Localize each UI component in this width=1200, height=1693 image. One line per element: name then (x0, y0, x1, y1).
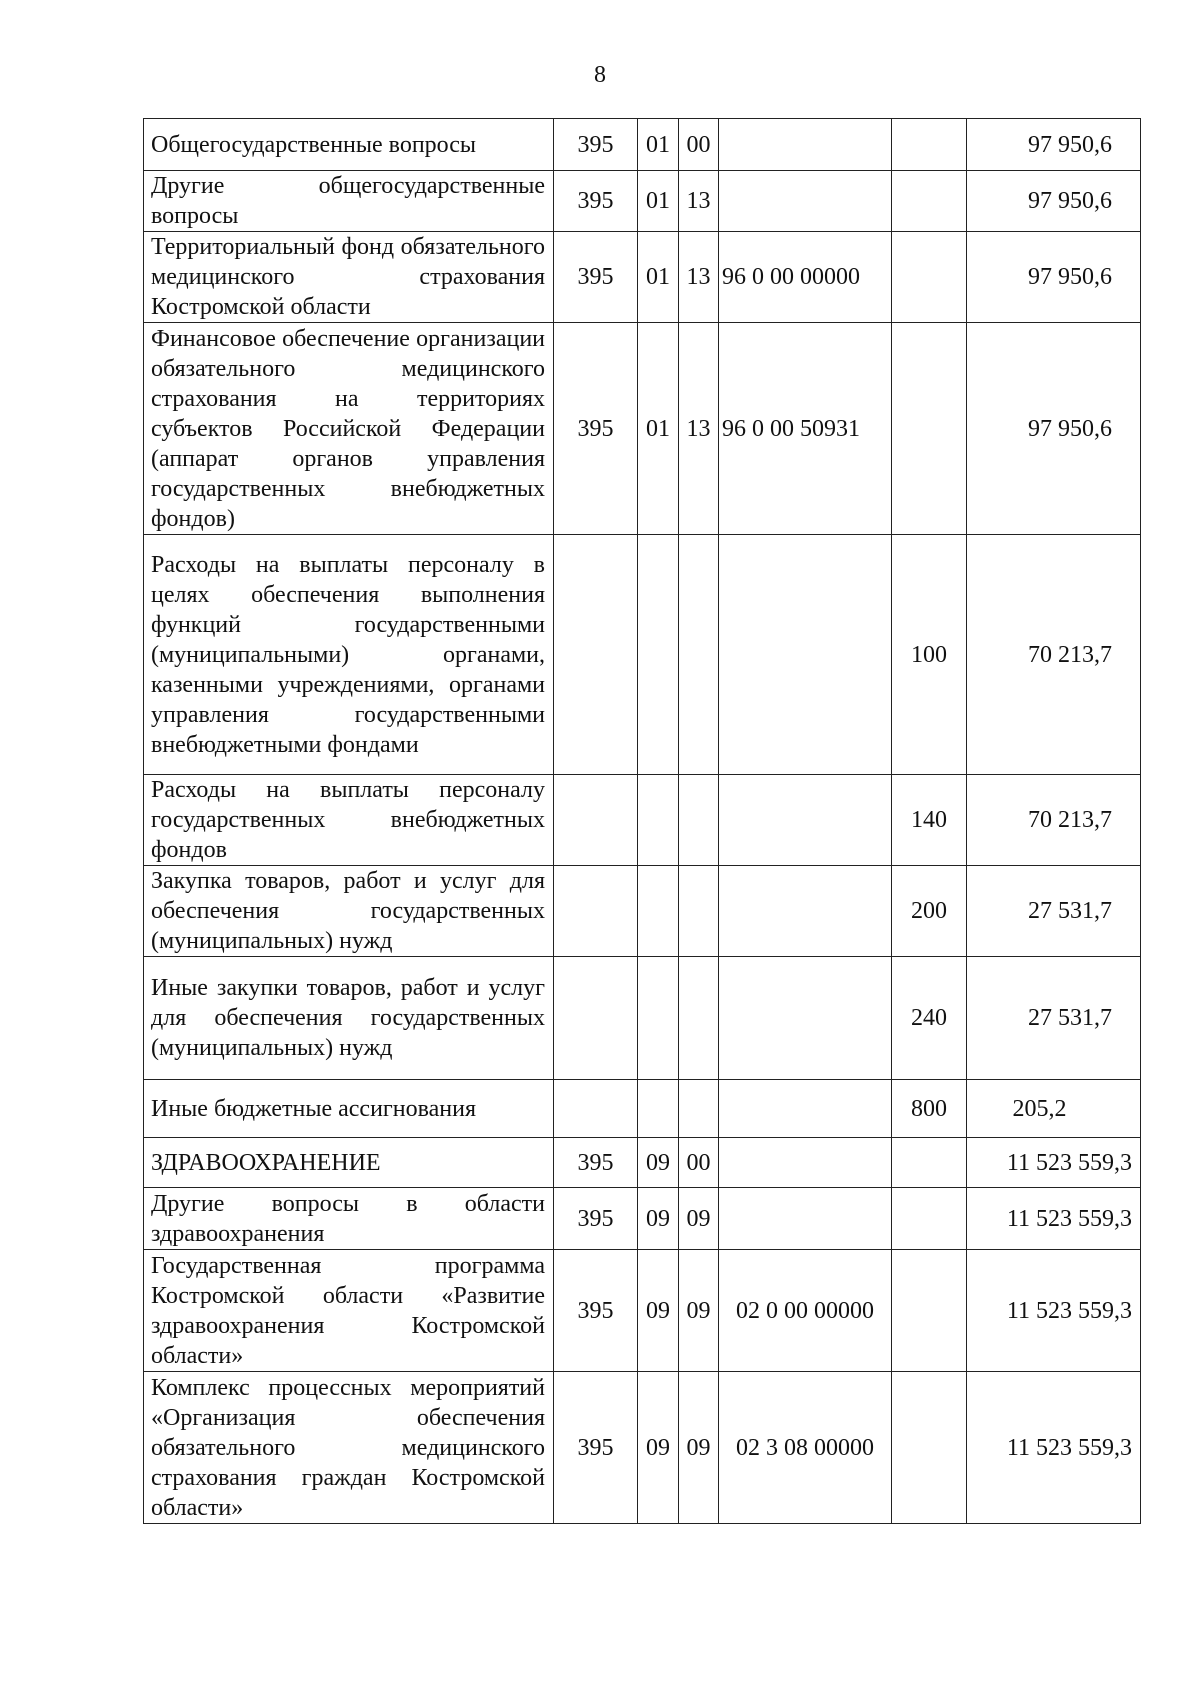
amount-cell: 11 523 559,3 (967, 1138, 1141, 1188)
row-name: Закупка товаров, работ и услуг для обеспечения государственных (муниципальных) нужд (144, 866, 554, 957)
amount-cell: 97 950,6 (967, 323, 1141, 535)
ved-code: 395 (554, 1138, 638, 1188)
pr-code (679, 775, 719, 866)
row-name: ЗДРАВООХРАНЕНИЕ (144, 1138, 554, 1188)
row-name: Финансовое обеспечение организации обязательного медицинского страхования на территориях субъектов Российской Федерации (аппарат органов управления государственных внебюджетных фондов) (144, 323, 554, 535)
vr-code: 140 (892, 775, 967, 866)
row-name: Общегосударственные вопросы (144, 119, 554, 171)
table-row (144, 1138, 1141, 1188)
vr-code: 200 (892, 866, 967, 957)
pr-code: 00 (679, 1138, 719, 1188)
amount-cell: 27 531,7 (967, 957, 1141, 1080)
page-number: 8 (594, 62, 606, 88)
csr-code: 02 3 08 00000 (719, 1372, 892, 1524)
ved-code: 395 (554, 1188, 638, 1250)
pr-code (679, 866, 719, 957)
amount-cell: 27 531,7 (967, 866, 1141, 957)
vr-code (892, 119, 967, 171)
vr-code (892, 323, 967, 535)
rz-code: 01 (638, 323, 679, 535)
ved-code: 395 (554, 171, 638, 232)
ved-code: 395 (554, 323, 638, 535)
rz-code (638, 535, 679, 775)
amount-cell: 11 523 559,3 (967, 1250, 1141, 1372)
budget-table (143, 118, 1141, 1524)
vr-code (892, 1372, 967, 1524)
pr-code (679, 957, 719, 1080)
csr-code (719, 775, 892, 866)
pr-code: 09 (679, 1250, 719, 1372)
amount-cell: 205,2 (967, 1080, 1141, 1138)
csr-code (719, 866, 892, 957)
rz-code (638, 866, 679, 957)
ved-code: 395 (554, 1372, 638, 1524)
csr-code (719, 1138, 892, 1188)
row-name: Расходы на выплаты персоналу в целях обеспечения выполнения функций государственными (муниципальными) органами, казенными учреждениями, органами управления государственными внебюджетными фондами (144, 535, 554, 775)
table-row (144, 1250, 1141, 1372)
table-row (144, 957, 1141, 1080)
rz-code: 01 (638, 119, 679, 171)
table-row (144, 1080, 1141, 1138)
row-name: Территориальный фонд обязательного медицинского страхования Костромской области (144, 232, 554, 323)
csr-code (719, 1080, 892, 1138)
pr-code: 13 (679, 323, 719, 535)
rz-code (638, 775, 679, 866)
csr-code: 02 0 00 00000 (719, 1250, 892, 1372)
ved-code: 395 (554, 119, 638, 171)
amount-cell: 11 523 559,3 (967, 1188, 1141, 1250)
table-row (144, 1372, 1141, 1524)
vr-code (892, 171, 967, 232)
ved-code (554, 957, 638, 1080)
amount-cell: 97 950,6 (967, 171, 1141, 232)
vr-code: 800 (892, 1080, 967, 1138)
amount-cell: 11 523 559,3 (967, 1372, 1141, 1524)
ved-code: 395 (554, 232, 638, 323)
row-name: Другие вопросы в области здравоохранения (144, 1188, 554, 1250)
rz-code: 09 (638, 1250, 679, 1372)
rz-code: 01 (638, 171, 679, 232)
vr-code (892, 1250, 967, 1372)
rz-code: 01 (638, 232, 679, 323)
table-row (144, 171, 1141, 232)
rz-code: 09 (638, 1372, 679, 1524)
pr-code: 09 (679, 1372, 719, 1524)
amount-cell: 70 213,7 (967, 775, 1141, 866)
table-row (144, 1188, 1141, 1250)
rz-code (638, 957, 679, 1080)
pr-code (679, 1080, 719, 1138)
csr-code (719, 171, 892, 232)
table-row (144, 775, 1141, 866)
table-row (144, 119, 1141, 171)
row-name: Государственная программа Костромской области «Развитие здравоохранения Костромской области» (144, 1250, 554, 1372)
ved-code (554, 866, 638, 957)
table-row (144, 535, 1141, 775)
amount-cell: 97 950,6 (967, 119, 1141, 171)
vr-code (892, 232, 967, 323)
row-name: Комплекс процессных мероприятий «Организация обеспечения обязательного медицинского страхования граждан Костромской области» (144, 1372, 554, 1524)
table-row (144, 323, 1141, 535)
pr-code: 13 (679, 232, 719, 323)
rz-code (638, 1080, 679, 1138)
row-name: Расходы на выплаты персоналу государственных внебюджетных фондов (144, 775, 554, 866)
vr-code: 240 (892, 957, 967, 1080)
ved-code: 395 (554, 1250, 638, 1372)
row-name: Иные закупки товаров, работ и услуг для обеспечения государственных (муниципальных) нужд (144, 957, 554, 1080)
ved-code (554, 535, 638, 775)
pr-code: 09 (679, 1188, 719, 1250)
amount-cell: 97 950,6 (967, 232, 1141, 323)
csr-code (719, 1188, 892, 1250)
ved-code (554, 775, 638, 866)
vr-code (892, 1138, 967, 1188)
row-name: Иные бюджетные ассигнования (144, 1080, 554, 1138)
rz-code: 09 (638, 1138, 679, 1188)
pr-code (679, 535, 719, 775)
ved-code (554, 1080, 638, 1138)
vr-code (892, 1188, 967, 1250)
csr-code (719, 535, 892, 775)
csr-code (719, 957, 892, 1080)
amount-cell: 70 213,7 (967, 535, 1141, 775)
pr-code: 00 (679, 119, 719, 171)
csr-code: 96 0 00 00000 (719, 232, 892, 323)
csr-code (719, 119, 892, 171)
rz-code: 09 (638, 1188, 679, 1250)
pr-code: 13 (679, 171, 719, 232)
row-name: Другие общегосударственные вопросы (144, 171, 554, 232)
vr-code: 100 (892, 535, 967, 775)
table-row (144, 232, 1141, 323)
csr-code: 96 0 00 50931 (719, 323, 892, 535)
table-row (144, 866, 1141, 957)
